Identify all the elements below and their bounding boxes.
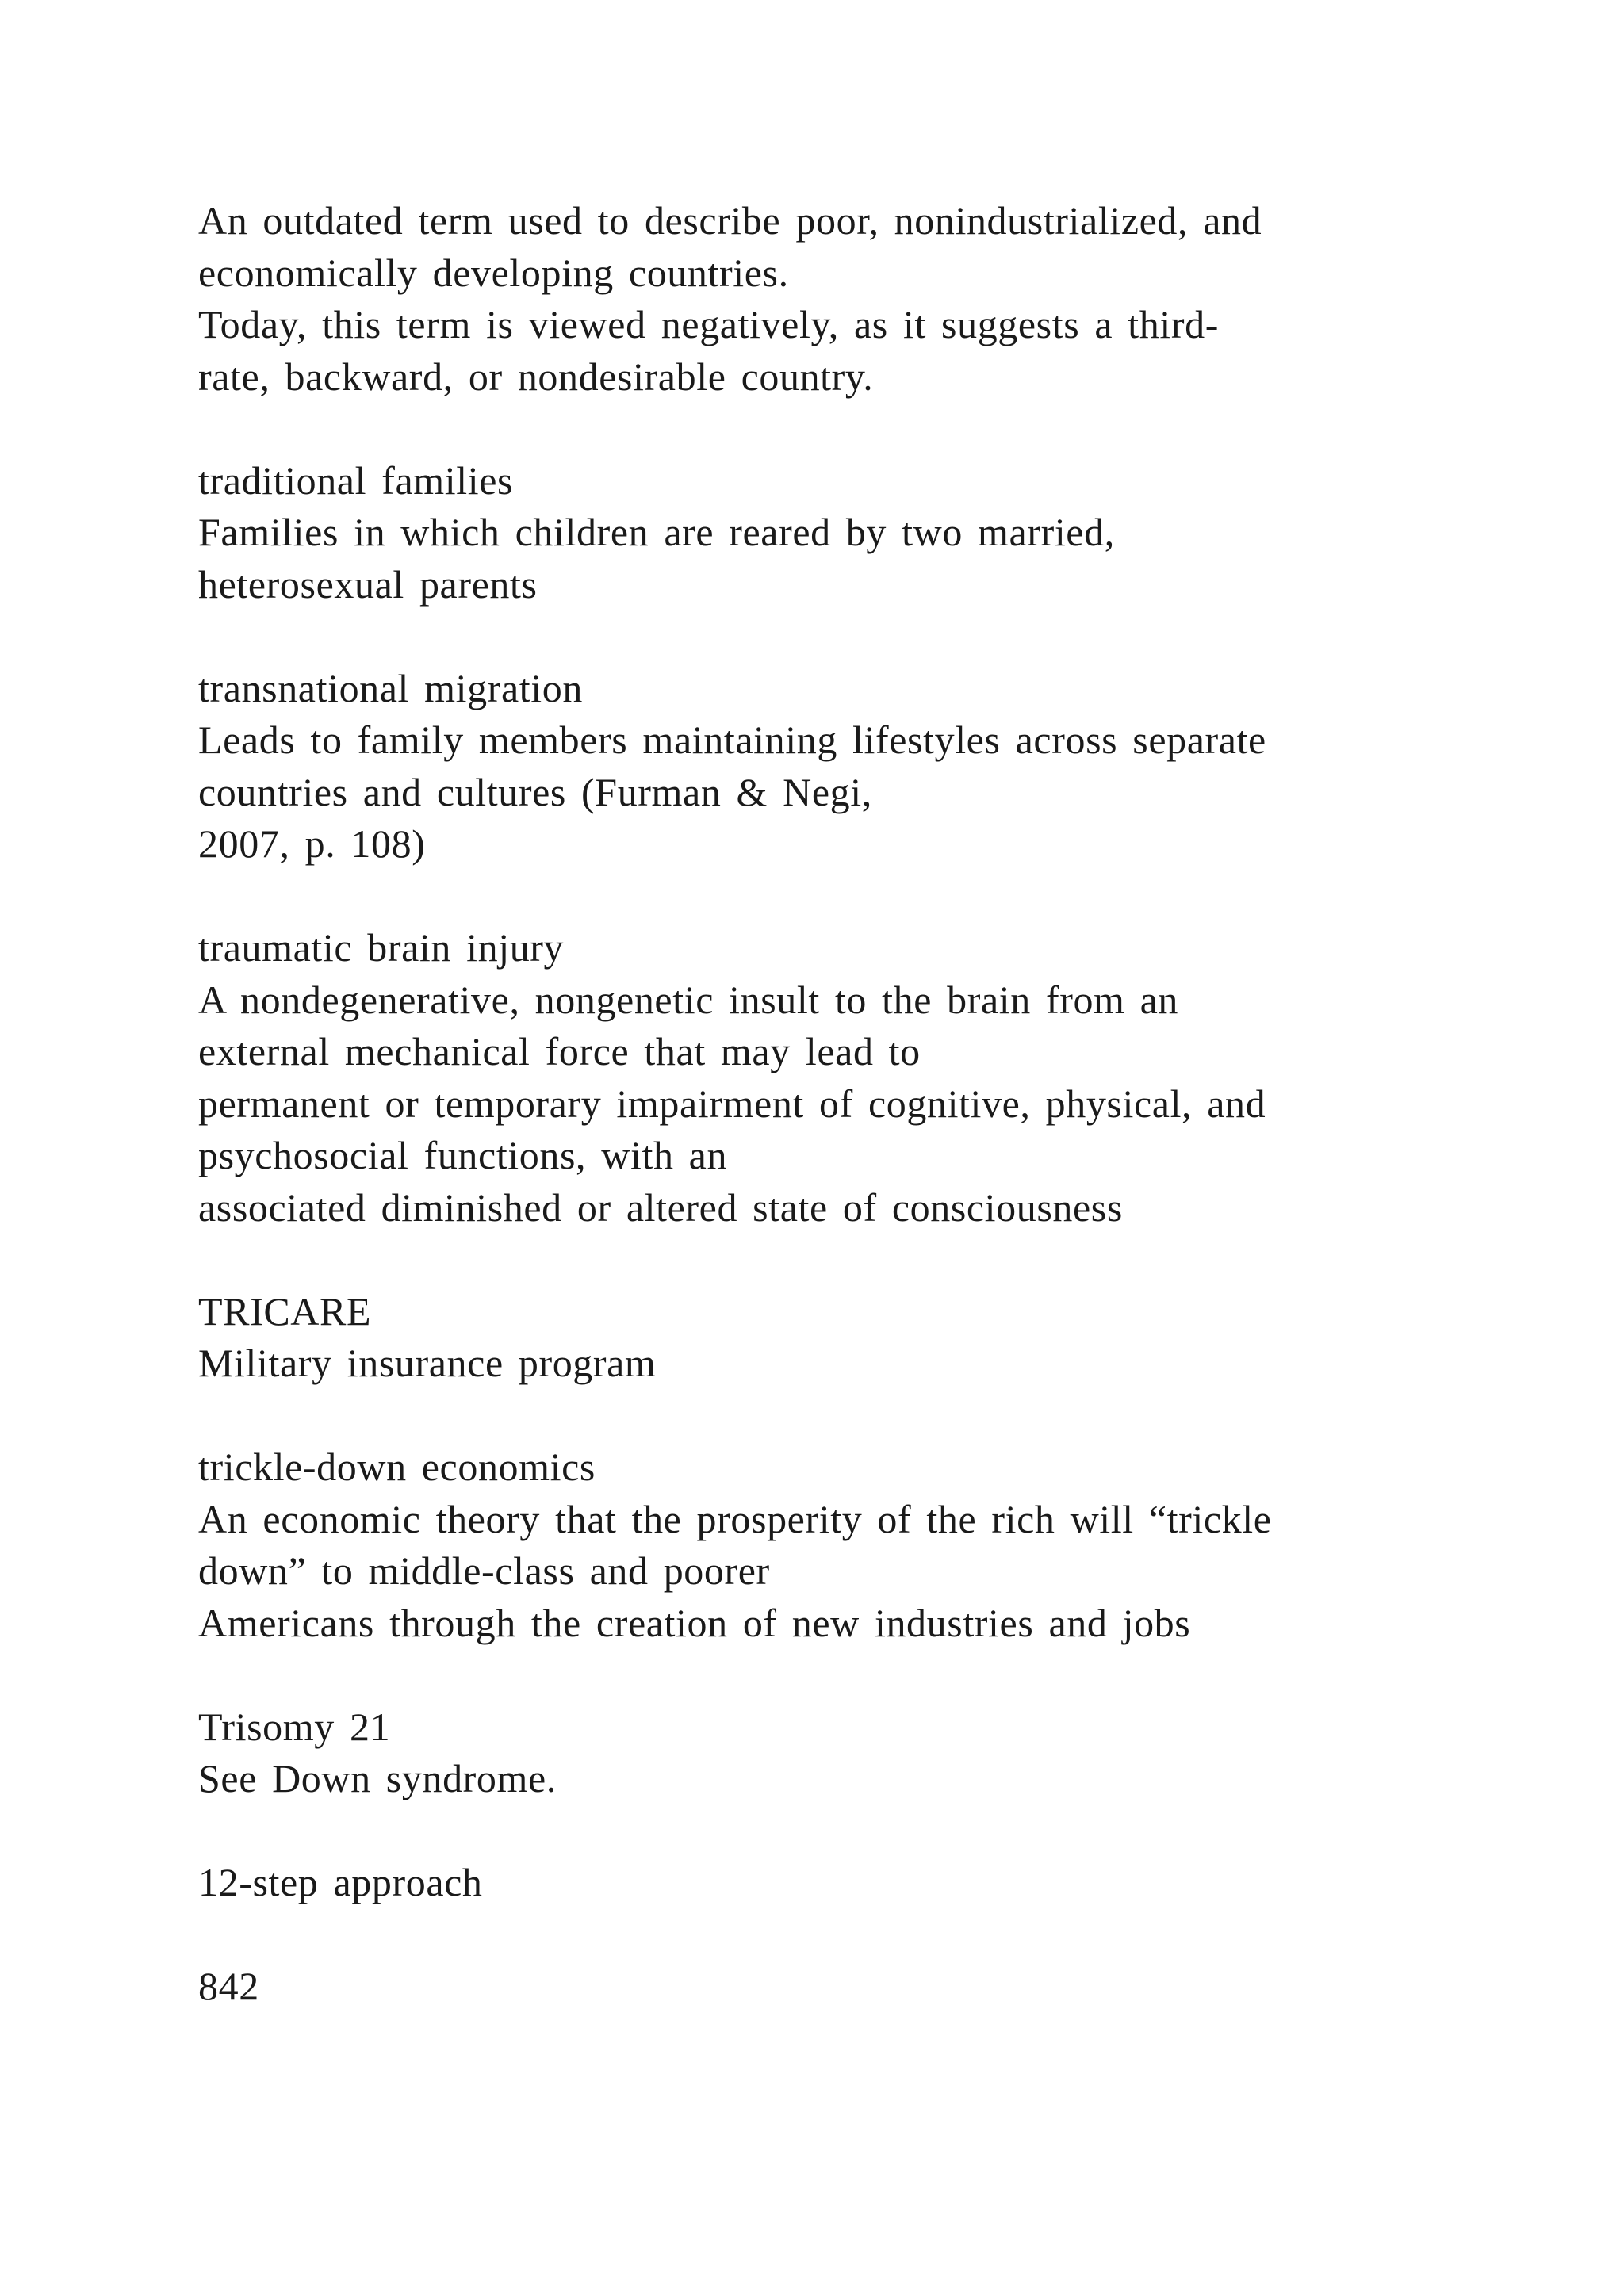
glossary-entry (198, 1701, 1499, 1805)
intro-line: An outdated term used to describe poor, nonindustrialized, and (198, 198, 1262, 243)
glossary-term: traditional families (198, 457, 514, 503)
glossary-entry (198, 1286, 1499, 1390)
definition-line: permanent or temporary impairment of cognitive, physical, and (198, 1081, 1266, 1126)
definition-line: external mechanical force that may lead to (198, 1029, 921, 1073)
glossary-term: transnational migration (198, 665, 583, 710)
intro-line: Today, this term is viewed negatively, as it suggests a third- (198, 302, 1219, 346)
glossary-term: trickle-down economics (198, 1445, 596, 1489)
definition-line: psychosocial functions, with an (198, 1133, 728, 1177)
spacer (198, 403, 1499, 455)
glossary-term: Trisomy 21 (198, 1704, 391, 1749)
definition-line: Americans through the creation of new industries and jobs (198, 1600, 1191, 1645)
definition-line: heterosexual parents (198, 561, 538, 607)
definition-line: Military insurance program (198, 1341, 657, 1385)
definition-line: An economic theory that the prosperity of the rich will “trickle (198, 1496, 1272, 1541)
definition-line: associated diminished or altered state of consciousness (198, 1184, 1123, 1230)
intro-line: rate, backward, or nondesirable country. (198, 354, 874, 399)
spacer (198, 1909, 1499, 1961)
glossary-entry (198, 1441, 1499, 1649)
glossary-term: 12-step approach (198, 1860, 483, 1904)
definition-line: A nondegenerative, nongenetic insult to the brain from an (198, 977, 1179, 1022)
page-number: 842 (198, 1964, 259, 2008)
definition-line: 2007, p. 108) (198, 821, 426, 866)
definition-line: Families in which children are reared by two married, (198, 510, 1115, 554)
document-page (198, 195, 1499, 2013)
glossary-entry (198, 922, 1499, 1234)
glossary-entry (198, 455, 1499, 611)
definition-line: Leads to family members maintaining lifestyles across separate (198, 718, 1266, 762)
glossary-term: TRICARE (198, 1288, 372, 1334)
intro-definition (198, 195, 1499, 403)
definition-line: countries and cultures (Furman & Negi, (198, 769, 872, 814)
glossary-term: traumatic brain injury (198, 925, 565, 970)
spacer (198, 1390, 1499, 1442)
definition-line: See Down syndrome. (198, 1756, 557, 1800)
glossary-entry (198, 1857, 1499, 1909)
intro-line: economically developing countries. (198, 250, 789, 295)
spacer (198, 1649, 1499, 1701)
spacer (198, 871, 1499, 923)
spacer (198, 610, 1499, 663)
definition-line: down” to middle-class and poorer (198, 1548, 770, 1593)
glossary-entry (198, 663, 1499, 871)
spacer (198, 1234, 1499, 1286)
spacer (198, 1805, 1499, 1858)
